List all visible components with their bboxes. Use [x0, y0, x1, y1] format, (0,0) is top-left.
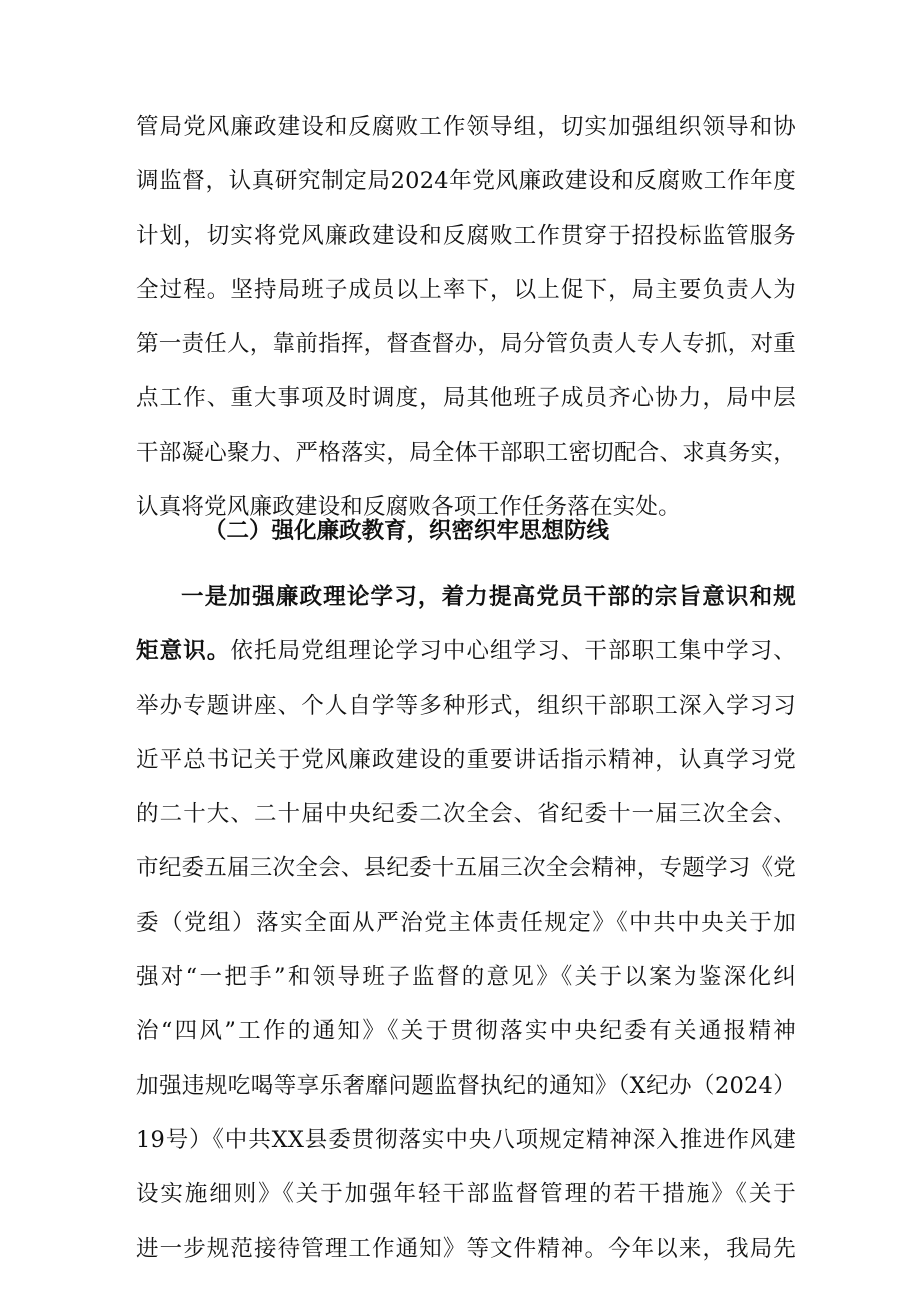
paragraph-line: 治“四风”工作的通知》《关于贯彻落实中央纪委有关通报精神	[136, 1018, 796, 1045]
paragraph-line: 进一步规范接待管理工作通知》等文件精神。今年以来，我局先	[136, 1235, 796, 1262]
paragraph-line: 委（党组）落实全面从严治党主体责任规定》《中共中央关于加	[136, 909, 796, 936]
paragraph-theory-study	[136, 570, 796, 1276]
paragraph-line: 强对“一把手”和领导班子监督的意见》《关于以案为鉴深化纠	[136, 964, 796, 991]
paragraph-line: 加强违规吃喝等享乐奢靡问题监督执纪的通知》（X纪办（2024）	[136, 1072, 796, 1099]
paragraph-leadership-responsibility	[136, 100, 796, 534]
paragraph-line: 19号）《中共XX县委贯彻落实中央八项规定精神深入推进作风建	[136, 1126, 796, 1153]
paragraph-line-rest: 依托局党组理论学习中心组学习、干部职工集中学习、	[230, 638, 796, 665]
paragraph-line: 点工作、重大事项及时调度，局其他班子成员齐心协力，局中层	[136, 385, 796, 412]
section-heading: （二）强化廉政教育，织密织牢思想防线	[204, 518, 610, 544]
paragraph-line: 第一责任人，靠前指挥，督查督办，局分管负责人专人专抓，对重	[136, 331, 796, 358]
paragraph-line: 近平总书记关于党风廉政建设的重要讲话指示精神，认真学习党	[136, 746, 796, 773]
paragraph-line: 计划，切实将党风廉政建设和反腐败工作贯穿于招投标监管服务	[136, 222, 796, 249]
lead-sentence-bold-end: 矩意识。	[136, 638, 231, 665]
paragraph-line: 管局党风廉政建设和反腐败工作领导组，切实加强组织领导和协	[136, 114, 796, 140]
paragraph-line: 举办专题讲座、个人自学等多种形式，组织干部职工深入学习习	[136, 692, 796, 719]
paragraph-line: 干部凝心聚力、严格落实，局全体干部职工密切配合、求真务实，	[136, 439, 796, 466]
lead-sentence-bold: 一是加强廉政理论学习，着力提高党员干部的宗旨意识和规	[181, 584, 796, 610]
paragraph-line: 全过程。坚持局班子成员以上率下，以上促下，局主要负责人为	[136, 276, 796, 303]
paragraph-line	[136, 624, 796, 678]
paragraph-line: 认真将党风廉政建设和反腐败各项工作任务落在实处。	[136, 494, 681, 521]
paragraph-line: 的二十大、二十届中央纪委二次全会、省纪委十一届三次全会、	[136, 801, 796, 828]
paragraph-line: 市纪委五届三次全会、县纪委十五届三次全会精神，专题学习《党	[136, 855, 796, 882]
paragraph-line: 调监督，认真研究制定局2024年党风廉政建设和反腐败工作年度	[136, 168, 796, 195]
paragraph-line: 设实施细则》《关于加强年轻干部监督管理的若干措施》《关于	[136, 1181, 796, 1208]
